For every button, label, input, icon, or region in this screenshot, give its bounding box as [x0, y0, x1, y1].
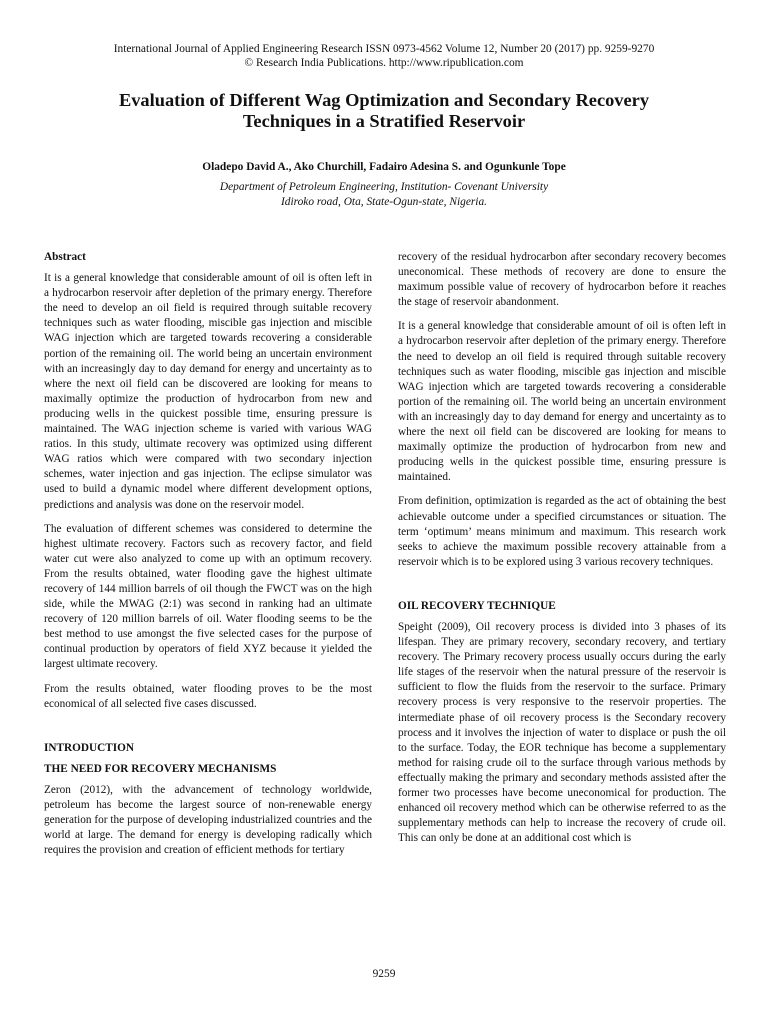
abstract-heading: Abstract	[44, 251, 86, 263]
paper-title-line-1: Evaluation of Different Wag Optimization and Secondary Recovery	[118, 90, 650, 110]
journal-header	[40, 42, 728, 70]
affiliation	[40, 180, 728, 209]
abstract-paragraph-2: The evaluation of different schemes was considered to determine the highest ultimate recovery. Factors such as recovery factor, and field water cut were also analyzed to come up with an optimum recovery. From the results obtained, water flooding gave the highest ultimate recovery of 144 million barrels of oil though the FWCT was on the high side, while the MWAG (2:1) was second in ranking had an ultimate recovery of 120 million barrels of oil. Water flooding seems to be the best method to use amongst the five selected cases for the purpose of continual production by operators of field XYZ because it yielded the largest ultimate recovery.	[44, 522, 372, 671]
abstract-paragraph-1: It is a general knowledge that considerable amount of oil is often left in a hydrocarbon reservoir after depletion of the primary energy. Therefore the need to develop an oil field is required through suitable recovery techniques such as water flooding, miscible gas injection and miscible WAG injection which are targeted towards recovering a considerable portion of the remaining oil. The world being an uncertain environment with an increasingly day to day demand for energy and uncertainty as to where the next oil field can be discovered are looking for means to maximally optimize the production of hydrocarbon from new and producing wells in the quickest possible time, ensuring pressure is maintained. The WAG injection scheme is varied with various WAG ratios. In this study, ultimate recovery was optimized using different WAG ratios which were compared with two secondary injection schemes, water injection and gas injection. The eclipse simulator was used to build a dynamic model where different development options, predictions and analysis was done on the reservoir model.	[44, 272, 372, 511]
introduction-paragraph-1: Zeron (2012), with the advancement of technology worldwide, petroleum has become the largest source of non-renewable energy generation for the purpose of developing industrialized countries and the world at large. The demand for energy is developing radically which requires the provision and creation of efficient methods for tertiary	[44, 783, 372, 857]
left-column	[44, 250, 372, 867]
affiliation-line-1: Department of Petroleum Engineering, Institution- Covenant University	[219, 181, 549, 193]
abstract-paragraph-3: From the results obtained, water flooding proves to be the most economical of all selected five cases discussed.	[44, 682, 372, 710]
page-number: 9259	[372, 968, 396, 980]
journal-citation: International Journal of Applied Engineering Research ISSN 0973-4562 Volume 12, Number 20 (2017) pp. 9259-9270	[113, 43, 655, 55]
authors: Oladepo David A., Ako Churchill, Fadairo Adesina S. and Ogunkunle Tope	[202, 161, 566, 173]
publisher-line: © Research India Publications. http://www.ripublication.com	[244, 57, 524, 69]
oil-recovery-paragraph-1: Speight (2009), Oil recovery process is divided into 3 phases of its lifespan. They are primary recovery, secondary recovery, and tertiary recovery. The Primary recovery process usually occurs during the early life stages of the reservoir when the natural pressure of the reservoir is sufficient to flow the fluids from the reservoir to the surface. Primary recovery process is very responsive to the reservoir properties. The intermediate phase of oil recovery process is the Secondary recovery process and it involves the injection of water to displace or push the oil to the surface. Today, the EOR technique has become a supplementary method for raising crude oil to the surface through various methods by effectually making the primary and secondary methods assisted after the former two processes have become uneconomical for production. The enhanced oil recovery method which can be otherwise referred to as the supplementary methods can help to increase the recovery of crude oil. This can only be done at an additional cost which is	[398, 620, 726, 845]
right-column	[398, 250, 726, 855]
introduction-heading: INTRODUCTION	[44, 741, 135, 754]
right-paragraph-3: From definition, optimization is regarded as the act of obtaining the best achievable outcome under a specified circumstances or situation. The term ‘optimum’ means minimum and maximum. This research work seeks to achieve the maximum possible recovery attainable from a reservoir which is to be explored using 3 various recovery techniques.	[398, 495, 726, 568]
affiliation-line-2: Idiroko road, Ota, State-Ogun-state, Nigeria.	[280, 195, 488, 208]
paper-title	[40, 90, 728, 132]
oil-recovery-heading: OIL RECOVERY TECHNIQUE	[398, 599, 556, 612]
paper-title-line-2: Techniques in a Stratified Reservoir	[242, 111, 526, 131]
right-paragraph-2: It is a general knowledge that considerable amount of oil is often left in a hydrocarbon reservoir after depletion of the primary energy. Therefore the need to develop an oil field is required through suitable recovery techniques such as water flooding, miscible gas injection and miscible WAG injection which are targeted towards recovering a considerable portion of the remaining oil. The world being an uncertain environment with an increasingly day to day demand for energy and uncertainty as to where the next oil field can be discovered are looking for means to maximally optimize the production of hydrocarbon from new and producing wells in the quickest possible time, ensuring pressure is maintained.	[398, 320, 726, 484]
need-for-recovery-heading: THE NEED FOR RECOVERY MECHANISMS	[44, 762, 277, 775]
right-paragraph-1: recovery of the residual hydrocarbon after secondary recovery becomes uneconomical. These methods of recovery are done to ensure the maximum possible value of recovery of hydrocarbon before it reaches the stage of reservoir abandonment.	[398, 251, 726, 309]
